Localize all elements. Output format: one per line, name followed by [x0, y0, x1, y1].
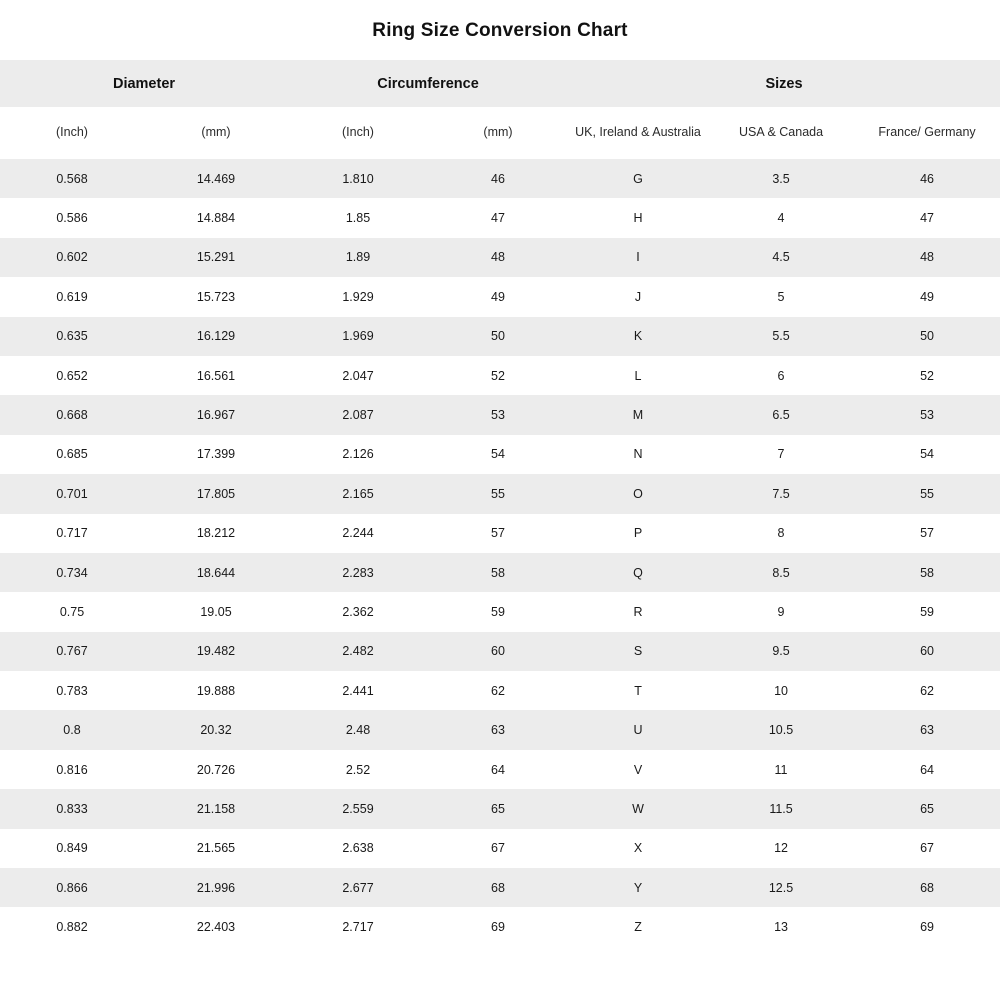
cell-diameter-mm: 15.723 — [196, 289, 236, 304]
table-row — [0, 907, 1000, 946]
cell-circumference-inch: 2.677 — [342, 880, 374, 895]
cell-size-france: 48 — [920, 250, 934, 265]
cell-size-uk: R — [633, 604, 643, 619]
cell-circumference-mm: 59 — [491, 604, 505, 619]
cell-size-usa: 6 — [777, 368, 785, 383]
cell-diameter-mm: 15.291 — [196, 250, 236, 265]
cell-diameter-mm: 14.884 — [196, 211, 236, 226]
cell-diameter-inch: 0.8 — [63, 723, 81, 738]
table-row — [0, 789, 1000, 828]
cell-size-france: 50 — [920, 329, 934, 344]
cell-diameter-mm: 21.158 — [196, 801, 236, 816]
cell-size-usa: 9.5 — [772, 644, 790, 659]
cell-size-usa: 12.5 — [768, 880, 794, 895]
cell-circumference-inch: 2.283 — [342, 565, 374, 580]
table-body — [0, 159, 1000, 947]
cell-size-uk: K — [633, 329, 643, 344]
cell-diameter-mm: 18.644 — [196, 565, 236, 580]
cell-size-usa: 11 — [774, 762, 788, 777]
cell-size-uk: Y — [633, 880, 643, 895]
cell-size-france: 54 — [920, 447, 934, 462]
cell-circumference-mm: 46 — [491, 171, 505, 186]
cell-circumference-mm: 53 — [491, 408, 505, 423]
cell-size-france: 47 — [920, 211, 934, 226]
cell-circumference-mm: 65 — [491, 801, 505, 816]
table-sub-header-row — [0, 107, 1000, 159]
cell-circumference-mm: 49 — [491, 289, 505, 304]
cell-diameter-mm: 21.565 — [196, 841, 236, 856]
cell-diameter-inch: 0.833 — [56, 801, 88, 816]
cell-circumference-inch: 2.126 — [342, 447, 374, 462]
table-row — [0, 238, 1000, 277]
cell-circumference-mm: 50 — [491, 329, 505, 344]
table-row — [0, 198, 1000, 237]
cell-diameter-inch: 0.685 — [56, 447, 88, 462]
cell-diameter-inch: 0.652 — [56, 368, 88, 383]
cell-circumference-mm: 52 — [491, 368, 505, 383]
table-row — [0, 317, 1000, 356]
cell-diameter-inch: 0.668 — [56, 408, 88, 423]
cell-diameter-inch: 0.568 — [56, 171, 88, 186]
cell-size-usa: 3.5 — [772, 171, 790, 186]
table-row — [0, 474, 1000, 513]
cell-size-usa: 10 — [774, 683, 788, 698]
cell-circumference-inch: 2.52 — [345, 762, 371, 777]
cell-size-france: 68 — [920, 880, 934, 895]
cell-size-usa: 9 — [777, 604, 785, 619]
cell-circumference-inch: 1.89 — [345, 250, 371, 265]
cell-circumference-mm: 67 — [491, 841, 505, 856]
cell-size-uk: V — [633, 762, 643, 777]
cell-diameter-mm: 16.561 — [196, 368, 236, 383]
cell-diameter-inch: 0.635 — [56, 329, 88, 344]
cell-circumference-mm: 62 — [491, 683, 505, 698]
cell-circumference-inch: 2.638 — [342, 841, 374, 856]
cell-size-uk: Q — [633, 565, 643, 580]
cell-diameter-inch: 0.767 — [56, 644, 88, 659]
cell-circumference-inch: 2.087 — [342, 408, 374, 423]
group-header-diameter: Diameter — [112, 75, 176, 92]
cell-diameter-inch: 0.866 — [56, 880, 88, 895]
cell-circumference-mm: 54 — [491, 447, 505, 462]
cell-size-usa: 4.5 — [772, 250, 790, 265]
group-header-sizes: Sizes — [765, 75, 803, 92]
cell-circumference-inch: 2.441 — [342, 683, 374, 698]
cell-size-uk: U — [633, 723, 643, 738]
cell-diameter-mm: 20.726 — [196, 762, 236, 777]
table-row — [0, 710, 1000, 749]
cell-circumference-mm: 47 — [491, 211, 505, 226]
cell-diameter-mm: 19.05 — [200, 604, 232, 619]
cell-circumference-mm: 57 — [491, 526, 505, 541]
cell-size-france: 52 — [920, 368, 934, 383]
cell-size-uk: N — [633, 447, 643, 462]
page-title: Ring Size Conversion Chart — [372, 20, 628, 41]
cell-size-france: 53 — [920, 408, 934, 423]
table-row — [0, 553, 1000, 592]
cell-diameter-mm: 19.482 — [196, 644, 236, 659]
cell-size-france: 59 — [920, 604, 934, 619]
table-row — [0, 750, 1000, 789]
cell-size-uk: T — [634, 683, 642, 698]
table-row — [0, 829, 1000, 868]
cell-size-uk: H — [633, 211, 643, 226]
cell-circumference-inch: 2.482 — [342, 644, 374, 659]
cell-circumference-mm: 68 — [491, 880, 505, 895]
cell-size-uk: L — [634, 368, 642, 383]
column-header-usa-canada: USA & Canada — [738, 125, 824, 140]
ring-size-conversion-table — [0, 60, 1000, 947]
table-group-header-row — [0, 60, 1000, 107]
cell-circumference-mm: 63 — [491, 723, 505, 738]
table-row — [0, 356, 1000, 395]
cell-diameter-mm: 14.469 — [196, 171, 236, 186]
cell-circumference-inch: 1.929 — [342, 289, 374, 304]
cell-size-france: 63 — [920, 723, 934, 738]
cell-circumference-inch: 2.047 — [342, 368, 374, 383]
cell-circumference-mm: 48 — [491, 250, 505, 265]
cell-circumference-inch: 2.48 — [345, 723, 371, 738]
cell-diameter-inch: 0.734 — [56, 565, 88, 580]
table-row — [0, 435, 1000, 474]
cell-size-france: 55 — [920, 486, 934, 501]
cell-size-france: 57 — [920, 526, 934, 541]
cell-size-uk: Z — [634, 920, 642, 935]
cell-circumference-inch: 1.810 — [342, 171, 374, 186]
column-header-circumference-inch: (Inch) — [342, 125, 374, 140]
cell-circumference-inch: 1.85 — [345, 211, 371, 226]
cell-size-france: 67 — [920, 841, 934, 856]
cell-size-usa: 12 — [774, 841, 788, 856]
column-header-france-germany: France/ Germany — [878, 125, 976, 140]
cell-circumference-inch: 2.165 — [342, 486, 374, 501]
cell-size-france: 64 — [920, 762, 934, 777]
cell-size-france: 58 — [920, 565, 934, 580]
cell-size-france: 62 — [920, 683, 934, 698]
cell-size-usa: 4 — [777, 211, 785, 226]
cell-size-uk: W — [632, 801, 644, 816]
column-header-uk-ireland-australia: UK, Ireland & Australia — [575, 125, 701, 140]
cell-size-uk: J — [634, 289, 642, 304]
cell-diameter-inch: 0.849 — [56, 841, 88, 856]
cell-size-uk: G — [633, 171, 643, 186]
cell-diameter-mm: 17.399 — [196, 447, 236, 462]
table-row — [0, 277, 1000, 316]
cell-diameter-mm: 16.967 — [196, 408, 236, 423]
cell-size-usa: 11.5 — [769, 801, 793, 816]
cell-size-france: 60 — [920, 644, 934, 659]
cell-diameter-mm: 19.888 — [196, 683, 236, 698]
cell-circumference-inch: 2.559 — [342, 801, 374, 816]
table-row — [0, 395, 1000, 434]
cell-diameter-mm: 22.403 — [196, 920, 236, 935]
cell-diameter-mm: 20.32 — [200, 723, 232, 738]
cell-circumference-mm: 60 — [491, 644, 505, 659]
cell-size-usa: 5.5 — [772, 329, 790, 344]
table-row — [0, 632, 1000, 671]
table-row — [0, 514, 1000, 553]
cell-size-usa: 13 — [774, 920, 788, 935]
cell-size-france: 65 — [920, 801, 934, 816]
cell-size-uk: X — [633, 841, 643, 856]
cell-size-france: 46 — [920, 171, 934, 186]
cell-diameter-inch: 0.75 — [59, 604, 85, 619]
cell-size-usa: 7.5 — [772, 486, 790, 501]
cell-size-france: 49 — [920, 289, 934, 304]
cell-circumference-inch: 2.717 — [342, 920, 374, 935]
table-row — [0, 592, 1000, 631]
cell-size-france: 69 — [920, 920, 934, 935]
cell-circumference-mm: 55 — [491, 486, 505, 501]
cell-diameter-inch: 0.882 — [56, 920, 88, 935]
cell-size-uk: I — [636, 250, 640, 265]
cell-size-uk: M — [632, 408, 644, 423]
cell-diameter-mm: 18.212 — [196, 526, 236, 541]
cell-diameter-mm: 21.996 — [196, 880, 236, 895]
cell-size-usa: 10.5 — [768, 723, 794, 738]
column-header-diameter-mm: (mm) — [201, 125, 231, 140]
cell-circumference-inch: 1.969 — [342, 329, 374, 344]
cell-size-uk: S — [633, 644, 643, 659]
cell-diameter-inch: 0.619 — [56, 289, 88, 304]
cell-diameter-inch: 0.586 — [56, 211, 88, 226]
table-row — [0, 671, 1000, 710]
cell-size-uk: P — [633, 526, 643, 541]
column-header-circumference-mm: (mm) — [483, 125, 513, 140]
group-header-circumference: Circumference — [377, 75, 479, 92]
cell-size-usa: 8 — [777, 526, 785, 541]
cell-diameter-mm: 16.129 — [196, 329, 236, 344]
column-header-diameter-inch: (Inch) — [56, 125, 88, 140]
table-row — [0, 159, 1000, 198]
cell-size-usa: 5 — [777, 289, 785, 304]
cell-size-usa: 6.5 — [772, 408, 790, 423]
cell-size-usa: 8.5 — [772, 565, 790, 580]
cell-diameter-inch: 0.717 — [56, 526, 88, 541]
cell-diameter-inch: 0.602 — [56, 250, 88, 265]
table-row — [0, 868, 1000, 907]
cell-circumference-mm: 58 — [491, 565, 505, 580]
cell-size-uk: O — [633, 486, 643, 501]
cell-circumference-inch: 2.244 — [342, 526, 374, 541]
cell-circumference-mm: 64 — [491, 762, 505, 777]
cell-circumference-mm: 69 — [491, 920, 505, 935]
table-head — [0, 60, 1000, 159]
cell-diameter-mm: 17.805 — [196, 486, 236, 501]
cell-diameter-inch: 0.701 — [56, 486, 88, 501]
cell-size-usa: 7 — [777, 447, 785, 462]
cell-diameter-inch: 0.816 — [56, 762, 88, 777]
cell-diameter-inch: 0.783 — [56, 683, 88, 698]
cell-circumference-inch: 2.362 — [342, 604, 374, 619]
